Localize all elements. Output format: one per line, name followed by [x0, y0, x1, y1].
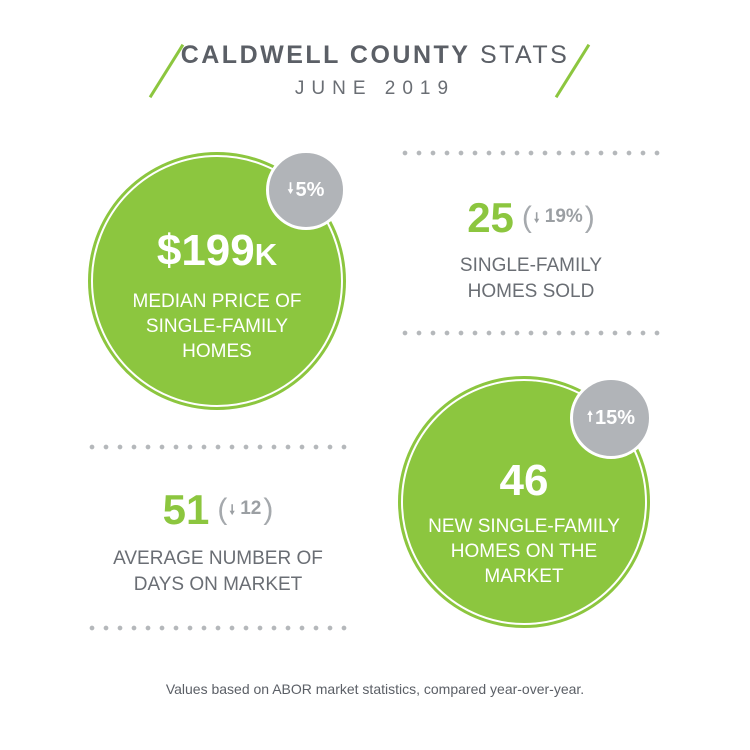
- footnote: Values based on ABOR market statistics, compared year-over-year.: [165, 681, 585, 697]
- new-listings-label: [414, 514, 634, 589]
- days-on-market-value: 51: [162, 486, 210, 533]
- median-price-label: [108, 289, 326, 364]
- homes-sold-change-value: 19%: [544, 205, 583, 227]
- dotted-divider: [398, 330, 664, 336]
- homes-sold-label-line: SINGLE-FAMILY: [459, 255, 603, 276]
- down-arrow-icon: 🠗: [229, 501, 235, 517]
- page-title: [0, 41, 750, 70]
- new-listings-change: 15%: [594, 406, 636, 429]
- homes-sold-row: [398, 194, 664, 242]
- median-price-label-line: HOMES: [182, 341, 252, 362]
- homes-sold-label-line: HOMES SOLD: [467, 281, 595, 302]
- homes-sold-change: ( 🠗 19% ): [521, 201, 595, 234]
- up-arrow-icon: 🠕: [586, 408, 593, 424]
- days-on-market-change: ( 🠗 12 ): [217, 493, 274, 526]
- down-arrow-icon: 🠗: [287, 180, 294, 196]
- homes-sold-value: 25: [467, 194, 514, 241]
- down-arrow-icon: 🠗: [533, 209, 540, 225]
- new-listings-label-line: HOMES ON THE: [450, 541, 598, 562]
- median-price-label-line: MEDIAN PRICE OF: [132, 291, 302, 312]
- new-listings-value: 46: [499, 456, 549, 505]
- days-on-market-label-line: DAYS ON MARKET: [133, 574, 303, 595]
- new-listings-label-line: NEW SINGLE-FAMILY: [428, 516, 620, 537]
- dotted-divider: [398, 150, 664, 156]
- new-listings-label-line: MARKET: [484, 566, 564, 587]
- title-light: STATS: [479, 41, 570, 69]
- median-price-label-line: SINGLE-FAMILY: [145, 316, 289, 337]
- median-price-number: $199: [156, 226, 255, 275]
- title-bold: CALDWELL COUNTY: [180, 41, 471, 69]
- median-price-change: 5%: [295, 178, 325, 201]
- median-price-value: [88, 226, 346, 276]
- dotted-divider: [85, 625, 351, 631]
- homes-sold-label: [398, 253, 664, 305]
- days-on-market-label-line: AVERAGE NUMBER OF: [113, 548, 323, 569]
- median-price-suffix: K: [254, 237, 278, 272]
- days-on-market-change-value: 12: [240, 497, 262, 519]
- new-listings-change-badge: [570, 377, 652, 459]
- page-subtitle: JUNE 2019: [294, 78, 456, 99]
- median-price-change-badge: [266, 150, 346, 230]
- days-on-market-label: [85, 546, 351, 598]
- dotted-divider: [85, 444, 351, 450]
- days-on-market-row: [85, 486, 351, 534]
